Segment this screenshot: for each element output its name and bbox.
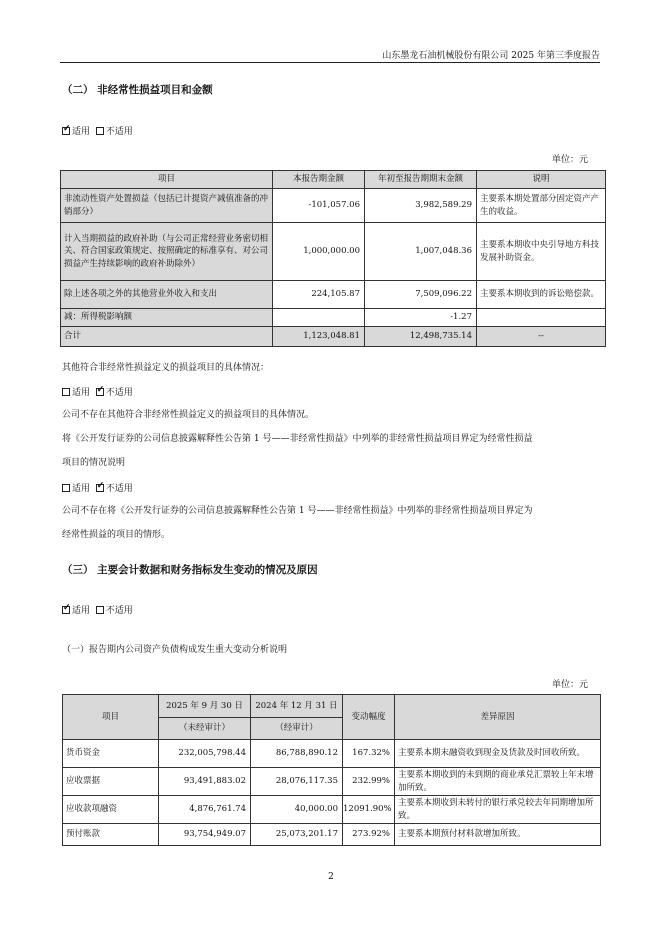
col-date2: 2024 年 12 月 31 日 [251,695,343,718]
label-applicable: 适用 [72,484,91,494]
checkbox-applicable[interactable] [62,484,70,492]
row-item: 减：所得税影响额 [61,309,273,327]
row-item: 预付账款 [63,824,159,846]
row-reason: 主要系本期预付材料款增加所致。 [395,824,601,846]
row-date2: 28,076,117.35 [251,768,343,796]
section-2-title: （二） 非经常性损益项目和金额 [62,84,213,96]
checkbox-not-applicable[interactable] [96,127,104,135]
col-item: 项目 [61,171,273,189]
row-date1: 232,005,798.44 [159,740,251,768]
row-ytd: 3,982,589.29 [365,189,477,223]
page-header: 山东墨龙石油机械股份有限公司 2025 年第三季度报告 [382,51,600,61]
col-date1: 2025 年 9 月 30 日 [159,695,251,718]
row-note: 主要系本期收到的诉讼赔偿款。 [477,281,606,309]
checkbox-not-applicable[interactable] [96,606,104,614]
row-current: 224,105.87 [273,281,365,309]
table-row [61,309,606,327]
row-change: 167.32% [343,740,395,768]
table-row [63,796,601,824]
row-reason: 主要系本期收到的未到期的商业承兑汇票较上年末增加所致。 [395,768,601,796]
table-row [61,223,606,281]
col-current: 本报告期金额 [273,171,365,189]
col-reason: 差异原因 [395,695,601,740]
checkbox-applicable[interactable] [62,606,70,614]
row-date2: 25,073,201.17 [251,824,343,846]
definition-text-line1: 将《公开发行证券的公司信息披露解释性公告第 1 号——非经常性损益》中列举的非经常性损益项目界定为经常性损益 [62,434,533,444]
other-items-label: 其他符合非经常性损益定义的损益项目的具体情况： [62,363,270,373]
row-reason: 主要系本期收到未转付的银行承兑较去年同期增加所致。 [395,796,601,824]
row-date1: 4,876,761.74 [159,796,251,824]
col-item: 项目 [63,695,159,740]
table-row [63,824,601,846]
row-change: 232.99% [343,768,395,796]
other-applicable-options [62,385,133,398]
label-not-applicable: 不适用 [105,388,133,398]
row-note: 主要系本期收中央引导地方科技发展补助资金。 [477,223,606,281]
row-item: 计入当期损益的政府补助（与公司正常经营业务密切相关、符合国家政策规定、按照确定的标准享有、对公司损益产生持续影响的政府补助除外） [61,223,273,281]
row-change: 12091.90% [343,796,395,824]
section3-applicable-options [62,603,133,616]
row-note: -- [477,327,606,347]
row-ytd: -1.27 [365,309,477,327]
col-date2-note: （经审计） [251,718,343,740]
section3-subtitle: （一）报告期内公司资产负债构成发生重大变动分析说明 [62,645,288,655]
row-current: 1,123,048.81 [273,327,365,347]
row-item: 应收款项融资 [63,796,159,824]
definition-text-line2: 项目的情况说明 [62,458,126,468]
row-current: -101,057.06 [273,189,365,223]
row-ytd: 12,498,735.14 [365,327,477,347]
row-note: 主要系本期处置部分固定资产产生的收益。 [477,189,606,223]
row-change: 273.92% [343,824,395,846]
col-change: 变动幅度 [343,695,395,740]
row-item: 货币资金 [63,740,159,768]
table-row [63,740,601,768]
row-note [477,309,606,327]
label-applicable: 适用 [72,606,91,616]
row-current [273,309,365,327]
section3-unit-label: 单位：元 [551,680,588,690]
table-row [61,281,606,309]
row-date1: 93,754,949.07 [159,824,251,846]
applicable-options [62,124,133,137]
table-row [61,189,606,223]
col-note: 说明 [477,171,606,189]
row-date2: 86,788,890.12 [251,740,343,768]
row-reason: 主要系本期末融资收到现金及货款及时回收所致。 [395,740,601,768]
definition-result-line1: 公司不存在将《公开发行证券的公司信息披露解释性公告第 1 号——非经常性损益》中列举的非经常性损益项目界定为 [62,506,533,516]
col-date1-note: （未经审计） [159,718,251,740]
checkbox-not-applicable[interactable] [96,388,104,396]
checkbox-not-applicable[interactable] [96,484,104,492]
row-ytd: 1,007,048.36 [365,223,477,281]
col-ytd: 年初至报告期期末金额 [365,171,477,189]
row-date1: 93,491,883.02 [159,768,251,796]
definition-result-line2: 经常性损益的项目的情形。 [62,530,171,540]
table-row-total [61,327,606,347]
row-item: 除上述各项之外的其他营业外收入和支出 [61,281,273,309]
page-number: 2 [328,872,334,882]
row-item: 合计 [61,327,273,347]
row-date2: 40,000.00 [251,796,343,824]
other-items-text: 公司不存在其他符合非经常性损益定义的损益项目的具体情况。 [62,410,315,420]
row-ytd: 7,509,096.22 [365,281,477,309]
header-rule [60,62,600,63]
label-applicable: 适用 [72,127,91,137]
label-not-applicable: 不适用 [105,484,133,494]
non-recurring-table [60,170,606,347]
label-applicable: 适用 [72,388,91,398]
definition-applicable-options [62,481,133,494]
table-row [63,768,601,796]
checkbox-applicable[interactable] [62,388,70,396]
row-item: 应收票据 [63,768,159,796]
checkbox-applicable[interactable] [62,127,70,135]
section-3-title: （三） 主要会计数据和财务指标发生变动的情况及原因 [62,564,318,576]
balance-change-table [62,694,601,846]
row-current: 1,000,000.00 [273,223,365,281]
label-not-applicable: 不适用 [105,606,133,616]
label-not-applicable: 不适用 [105,127,133,137]
unit-label: 单位：元 [551,155,588,165]
row-item: 非流动性资产处置损益（包括已计提资产减值准备的冲销部分） [61,189,273,223]
